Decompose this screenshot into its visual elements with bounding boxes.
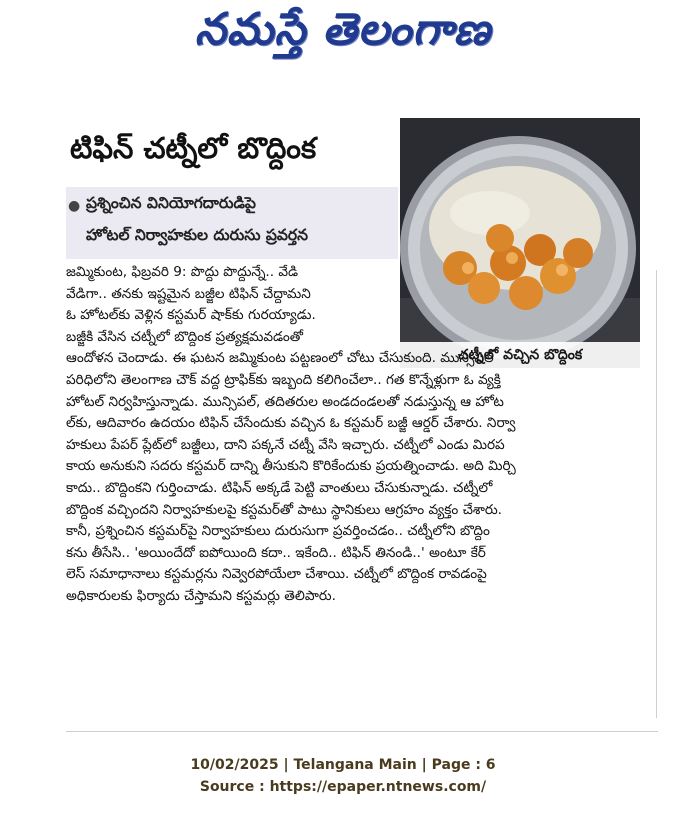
- body-line: వేడిగా.. తనకు ఇష్టమైన బజ్జీల టిఫిన్ చేద్దామని: [66, 285, 311, 302]
- article-headline: టిఫిన్ చట్నీలో బొద్దింక: [70, 131, 317, 165]
- body-line: లెస్ సమాధానాలు కస్టమర్లను నివ్వెరపోయేలా చేశాయి. చట్నీలో బొద్దింక రావడంపై: [66, 566, 487, 583]
- body-line: బొద్దింక వచ్చిందని నిర్వాహకులపై కస్టమర్‌తో పాటు స్థానికులు ఆగ్రహం వ్యక్తం చేశారు.: [66, 501, 502, 518]
- body-line: కాయ అనుకుని సదరు కస్టమర్ దాన్ని తీసుకుని కొరికేందుకు ప్రయత్నించాడు. అది మిర్చి: [66, 458, 516, 475]
- body-line: జమ్మికుంట, ఫిబ్రవరి 9: పొద్దు పొద్దున్నే.. వేడి: [66, 264, 299, 280]
- body-line: పరిధిలోని తెలంగాణ చౌక్ వద్ద ట్రాఫిక్‌కు ఇబ్బంది కలిగించేలా.. గత కొన్నేళ్లుగా ఓ వ్యక్తి: [66, 371, 501, 388]
- footer-edition-info: 10/02/2025 | Telangana Main | Page : 6: [190, 757, 496, 773]
- article-body: [66, 262, 658, 608]
- subhead-line-1: ప్రశ్నించిన వినియోగదారుడిపై: [86, 194, 256, 212]
- body-line: కానీ, ప్రశ్నించిన కస్టమర్‌పై నిర్వాహకులు దురుసుగా ప్రవర్తించడం.. చట్నీలోని బొద్దిం: [66, 523, 490, 540]
- body-line: ల్‌కు, ఆదివారం ఉదయం టిఫిన్ చేసేందుకు వచ్చిన ఓ కస్టమర్ బజ్జీ ఆర్డర్ చేశారు. నిర్వా: [66, 415, 516, 432]
- body-line: కాదు.. బొద్దింకని గుర్తించాడు. టిఫిన్ అక్కడే పెట్టి వాంతులు చేసుకున్నాడు. చట్నీలో: [66, 479, 493, 496]
- masthead-title: నమస్తే తెలంగాణ: [194, 4, 492, 55]
- photo-caption: చట్నీలో వచ్చిన బొద్దింక: [400, 342, 640, 368]
- clip-bottom-divider: [66, 731, 658, 732]
- column-divider: [656, 270, 657, 718]
- subhead-line-2: హోటల్ నిర్వాహకుల దురుసు ప్రవర్తన: [86, 226, 308, 244]
- masthead-logo: [0, 4, 686, 74]
- body-line: హకులు పేపర్ ప్లేట్‌లో బజ్జీలు, దాని పక్కనే చట్నీ వేసి ఇచ్చారు. చట్నీలో ఎండు మిరప: [66, 436, 505, 453]
- body-line: హోటల్ నిర్వహిస్తున్నాడు. మున్సిపల్, తదితరుల అండదండలతో నడుస్తున్న ఆ హోట: [66, 393, 504, 410]
- body-line: బజ్జీకి వేసిన చట్నీలో బొద్దింక ప్రత్యక్షమవడంతో: [66, 328, 304, 345]
- body-line: అధికారులకు ఫిర్యాదు చేస్తామని కస్టమర్లు తెలిపారు.: [66, 587, 336, 604]
- bullet-icon: ●: [68, 198, 81, 214]
- body-line: ఓ హోటల్‌కు వెళ్లిన కస్టమర్ షాక్‌కు గురయ్యాడు.: [66, 307, 316, 324]
- body-line: ఆందోళన చెందాడు. ఈ ఘటన జమ్మికుంట పట్టణంలో చోటు చేసుకుంది. మున్సిపల్: [66, 350, 494, 367]
- body-line: కను తీసేసి.. 'అయిందేదో ఐపోయింది కదా.. ఇకేంది.. టిఫిన్ తినండి..' అంటూ కేర్: [66, 544, 486, 561]
- footer-source-link[interactable]: Source : https://epaper.ntnews.com/: [199, 779, 487, 795]
